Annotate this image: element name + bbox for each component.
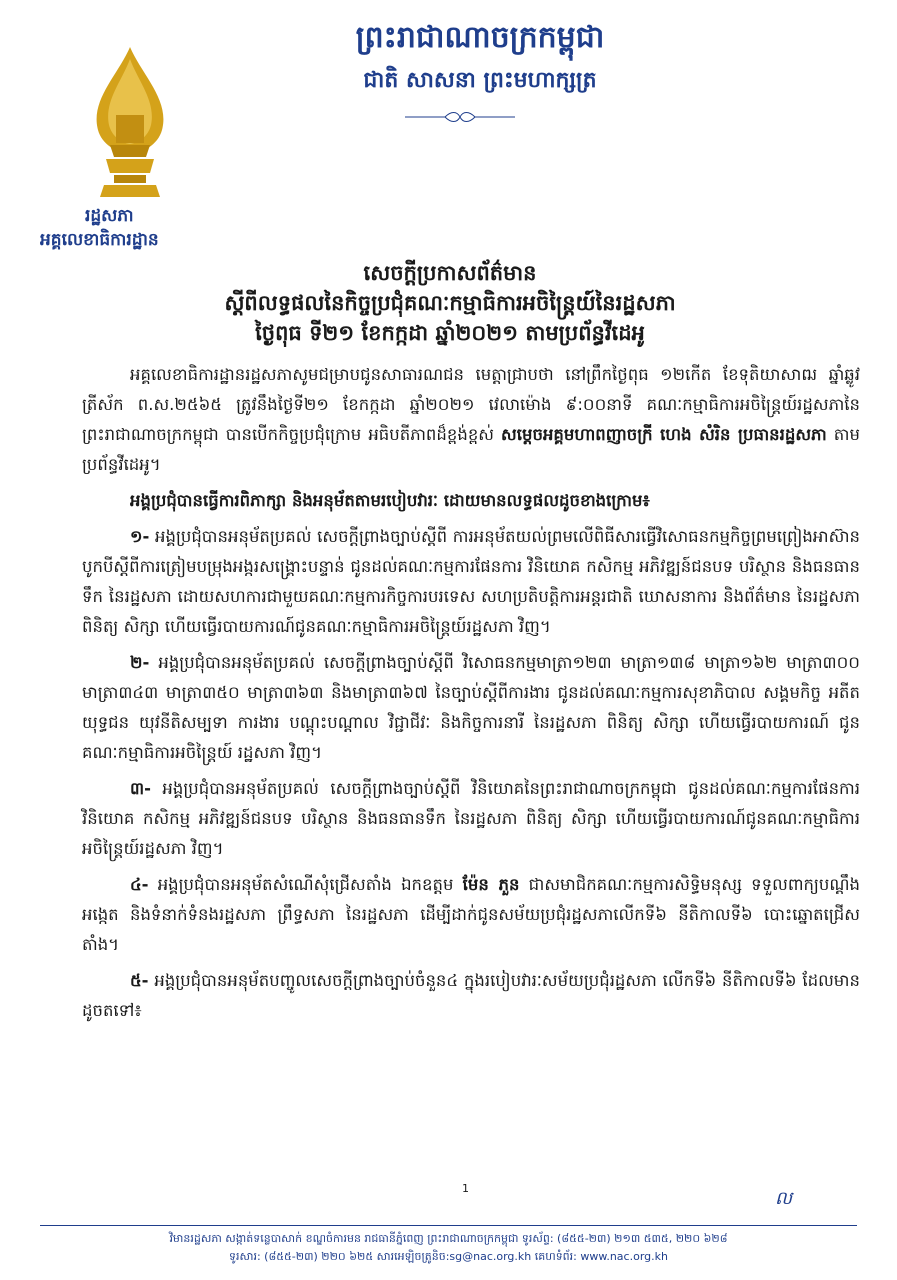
chairman-name: សម្តេចអគ្គមហាពញាចក្រី ហេង សំរិន ប្រធានរដ្ឋសភា — [501, 425, 827, 444]
intro-text: អគ្គលេខាធិការដ្ឋានរដ្ឋសភាសូមជម្រាបជូនសាធារណជន មេត្តាជ្រាបថា នៅព្រឹកថ្ងៃពុធ ១២កើត ខែទុតិយាសាឍ ឆ្នាំឆ្លូវ ត្រីស័ក ព.ស.២៥៦៥ ត្រូវនឹងថ្ងៃទី២១ ខែកក្កដា ឆ្នាំ២០២១ វេលាម៉ោង ៩:០០នាទី គណៈកម្មាធិការអចិន្ត្រៃយ៍រដ្ឋសភានៃព្រះរាជាណាចក្រកម្ពុជា បានបើកកិច្ចប្រជុំក្រោម អធិបតីភាពដ៏ខ្ពង់ខ្ពស់ — [82, 365, 860, 444]
item-text: អង្គប្រជុំបានអនុម័តប្រគល់ សេចក្តីព្រាងច្បាប់ស្តីពី វិសោធនកម្មមាត្រា១២៣ មាត្រា១៣៨ មាត្រា១៦២ មាត្រា៣០០ មាត្រា៣៤៣ មាត្រា៣៥០ មាត្រា៣៦៣ និងមាត្រា៣៦៧ នៃច្បាប់ស្តីពីការងារ ជូនដល់គណៈកម្មការសុខាភិបាល សង្គមកិច្ច អតីតយុទ្ធជន យុវនីតិសម្បទា ការងារ បណ្តុះបណ្តាល វិជ្ជាជីវៈ និងកិច្ចការនារី នៃរដ្ឋសភា ពិនិត្យ សិក្សា ហើយធ្វើរបាយការណ៍ ជូនគណៈកម្មាធិការអចិន្ត្រៃយ៍ រដ្ឋសភា វិញ។ — [82, 653, 860, 762]
item-text: អង្គប្រជុំបានអនុម័តបញ្ចូលសេចក្តីព្រាងច្បាប់ចំនួន៤ ក្នុងរបៀបវារៈសម័យប្រជុំរដ្ឋសភា លើកទី៦ នីតិកាលទី៦ ដែលមានដូចតទៅ៖ — [82, 971, 860, 1020]
appointee-name: ម៉ែន ភួន — [462, 875, 520, 894]
intro-paragraph — [82, 360, 860, 480]
summary-text: អង្គប្រជុំបានធ្វើការពិភាក្សា និងអនុម័តតាមរបៀបវារៈ ដោយមានលទ្ធផលដូចខាងក្រោម៖ — [130, 491, 650, 510]
kingdom-header — [270, 18, 690, 96]
item-4 — [82, 870, 860, 960]
item-number: ១- — [130, 527, 150, 546]
organization-block — [40, 204, 240, 252]
item-number: ៣- — [130, 779, 151, 798]
item-2 — [82, 648, 860, 768]
national-motto: ជាតិ សាសនា ព្រះមហាក្សត្រ — [363, 67, 597, 93]
handwritten-initials: ល — [775, 1188, 793, 1209]
item-text-end: ជាសមាជិកគណៈកម្មការសិទ្ធិមនុស្ស ទទួលពាក្យបណ្តឹង អង្កេត និងទំនាក់ទំនងរដ្ឋសភា ព្រឹទ្ធសភា នៃរដ្ឋសភា ដើម្បីដាក់ជូនសម័យប្រជុំរដ្ឋសភាលើកទី៦ នីតិកាលទី៦ បោះឆ្នោតជ្រើសតាំង។ — [82, 875, 861, 954]
item-text: អង្គប្រជុំបានអនុម័តប្រគល់ សេចក្តីព្រាងច្បាប់ស្តីពី ការអនុម័តយល់ព្រមលើពិធីសារធ្វើវិសោធនកម្មកិច្ចព្រមព្រៀងអាស៊ានបូកបីស្តីពីការត្រៀមបម្រុងអង្ករសង្គ្រោះបន្ទាន់ ជូនដល់គណៈកម្មការផែនការ វិនិយោគ កសិកម្ម អភិវឌ្ឍន៍ជនបទ បរិស្ថាន និងធនធានទឹក នៃរដ្ឋសភា ដោយសហការជាមួយគណៈកម្មការកិច្ចការបរទេស សហប្រតិបត្តិការអន្តរជាតិ ឃោសនាការ និងព័ត៌មាន នៃរដ្ឋសភា ពិនិត្យ សិក្សា ហើយធ្វើរបាយការណ៍ជូនគណៈកម្មាធិការអចិន្ត្រៃយ៍រដ្ឋសភា វិញ។ — [82, 527, 860, 636]
title-line-3: ថ្ងៃពុធ ទី២១ ខែកក្កដា ឆ្នាំ២០២១ តាមប្រព័ន្ធវីដេអូ — [255, 320, 645, 345]
kingdom-name: ព្រះរាជាណាចក្រកម្ពុជា — [355, 20, 605, 55]
title-line-2: ស្តីពីលទ្ធផលនៃកិច្ចប្រជុំគណៈកម្មាធិការអចិន្ត្រៃយ៍នៃរដ្ឋសភា — [224, 290, 676, 315]
footer-divider — [40, 1225, 857, 1226]
org-name: រដ្ឋសភា — [85, 206, 134, 226]
page-number: 1 — [462, 1182, 469, 1195]
title-line-1: សេចក្តីប្រកាសព័ត៌មាន — [363, 260, 537, 285]
document-body — [82, 360, 860, 1032]
item-number: ៥- — [130, 971, 149, 990]
royal-emblem-icon — [80, 45, 180, 200]
item-text: អង្គប្រជុំបានអនុម័តសំណើសុំជ្រើសតាំង ឯកឧត្តម — [148, 875, 463, 894]
item-5 — [82, 966, 860, 1026]
ornament-divider-icon — [405, 110, 515, 124]
footer-contact: ទូរសារ: (៨៥៥-២៣) ២២០ ៦២៥ សារអេឡិចត្រូនិច:sg@nac.org.kh គេហទំព័រ: www.nac.org.kh — [229, 1250, 668, 1263]
footer — [40, 1230, 857, 1266]
item-number: ៤- — [130, 875, 149, 894]
item-text: អង្គប្រជុំបានអនុម័តប្រគល់ សេចក្តីព្រាងច្បាប់ស្តីពី វិនិយោគនៃព្រះរាជាណាចក្រកម្ពុជា ជូនដល់គណៈកម្មការផែនការ វិនិយោគ កសិកម្ម អភិវឌ្ឍន៍ជនបទ បរិស្ថាន និងធនធានទឹក នៃរដ្ឋសភា ពិនិត្យ សិក្សា ហើយធ្វើរបាយការណ៍ជូនគណៈកម្មាធិការអចិន្ត្រៃយ៍រដ្ឋសភា វិញ។ — [82, 779, 860, 858]
item-number: ២- — [130, 653, 150, 672]
footer-address: វិមានរដ្ឋសភា សង្កាត់ទន្លេបាសាក់ ខណ្ឌចំការមន រាជធានីភ្នំពេញ ព្រះរាជាណាចក្រកម្ពុជា ទូរស័ព្ទ: (៨៥៥-២៣) ២១៣ ៥៣៥, ២២០ ៦២៨ — [169, 1232, 728, 1245]
item-1 — [82, 522, 860, 642]
summary-paragraph — [82, 486, 860, 516]
document-title — [120, 258, 780, 348]
intro-text-end: តាមប្រព័ន្ធវីដេអូ។ — [82, 425, 860, 474]
org-department: អគ្គលេខាធិការដ្ឋាន — [40, 230, 159, 250]
item-3 — [82, 774, 860, 864]
